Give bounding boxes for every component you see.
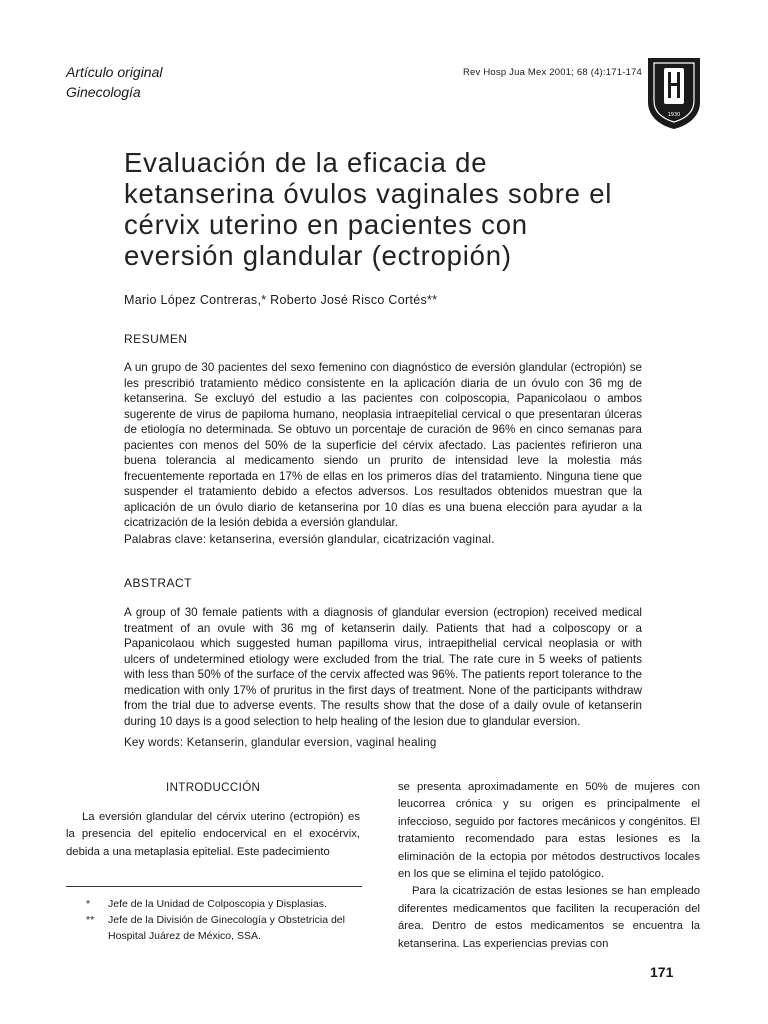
intro-right-column bbox=[398, 779, 700, 953]
footnote-1-mark: * bbox=[86, 898, 91, 910]
svg-text:1930: 1930 bbox=[667, 112, 681, 118]
page-number: 171 bbox=[650, 964, 674, 980]
palabras-clave: Palabras clave: ketanserina, eversión glandular, cicatrización vaginal. bbox=[124, 533, 495, 546]
article-type-label: Artículo original bbox=[66, 64, 163, 80]
article-title: Evaluación de la eficacia de ketanserina óvulos vaginales sobre el cérvix uterino en pacientes con eversión glandular (ectropión) bbox=[124, 147, 613, 271]
abstract-heading: ABSTRACT bbox=[124, 576, 193, 590]
introduccion-heading: INTRODUCCIÓN bbox=[166, 782, 261, 794]
footnote-divider bbox=[66, 886, 362, 887]
resumen-heading: RESUMEN bbox=[124, 332, 188, 346]
intro-right-paragraph-2: Para la cicatrización de estas lesiones se han empleado diferentes medicamentos que faciliten la recuperación del área. Dentro de estos medicamentos se encuentra la ketanserina. Las experiencias previas con bbox=[398, 885, 700, 950]
footnote-2-text: Jefe de la División de Ginecología y Obstetricia del Hospital Juárez de México, SSA. bbox=[108, 914, 345, 942]
footnote-2 bbox=[66, 913, 366, 944]
key-words: Key words: Ketanserin, glandular eversion, vaginal healing bbox=[124, 736, 437, 749]
footnote-1 bbox=[66, 897, 366, 913]
journal-citation: Rev Hosp Jua Mex 2001; 68 (4):171-174 bbox=[463, 67, 643, 78]
abstract-text: A group of 30 female patients with a diagnosis of glandular eversion (ectropion) received medical treatment of an ovule with 36 mg of ketanserin daily. Patients that had a colposcopy or a Papanicolaou which suggested human papilloma virus, intraepithelial cervical neoplasia or with ulcers of undetermined etiology were excluded from the trial. The rate cure in 5 weeks of patients with less than 50% of the surface of the cervix affected was 96%. The patients report tolerance to the medication with only 17% of pruritus in the first days of treatment. None of the participants withdraw from the trial due to adverse events. The results show that the dose of a daily ovule of ketanserin during 10 days is a good selection to help healing of the lesion due to glandular eversion. bbox=[124, 606, 642, 728]
intro-right-paragraph-1: se presenta aproximadamente en 50% de mujeres con leucorrea crónica y su origen es principalmente el infeccioso, seguido por factores mecánicos y congénitos. El tratamiento recomendado para estas lesiones es la eliminación de la ectopia por métodos destructivos locales en los que se elimina el tejido patológico. bbox=[398, 781, 700, 881]
footnote-1-text: Jefe de la Unidad de Colposcopia y Displasias. bbox=[108, 898, 327, 910]
intro-left-column: La eversión glandular del cérvix uterino (ectropión) es la presencia del epitelio endocervical en el exocérvix, debida a una metaplasia epitelial. Este padecimiento bbox=[66, 811, 360, 858]
footnote-2-mark: ** bbox=[86, 914, 95, 926]
society-seal-logo bbox=[646, 54, 702, 130]
authors: Mario López Contreras,* Roberto José Risco Cortés** bbox=[124, 293, 438, 307]
section-label: Ginecología bbox=[66, 84, 141, 100]
resumen-text: A un grupo de 30 pacientes del sexo femenino con diagnóstico de eversión glandular (ectropión) se les prescribió tratamiento médico consistente en la aplicación diaria de un óvulo con 36 mg de ketanserina. Se excluyó del estudio a las pacientes con colposcopia, Papanicolaou o ambos sugerente de virus de papiloma humano, neoplasia intraepitelial cervical o que presentaran úlceras de etiología no determinada. Se obtuvo un porcentaje de curación de 96% en cinco semanas para pacientes con menos del 50% de la superficie del cérvix afectado. Las pacientes refirieron una buena tolerancia al medicamento siendo un prurito de intensidad leve la molestia más frecuentemente reportada en 17% de ellas en los primeros días del tratamiento. Ninguna tiene que suspender el tratamiento debido a efectos adversos. Los resultados obtenidos muestran que la aplicación de un óvulo diario de ketanserina por 10 días es una buena elección para ayudar a la cicatrización de la lesión debida a eversión glandular. bbox=[124, 361, 642, 529]
